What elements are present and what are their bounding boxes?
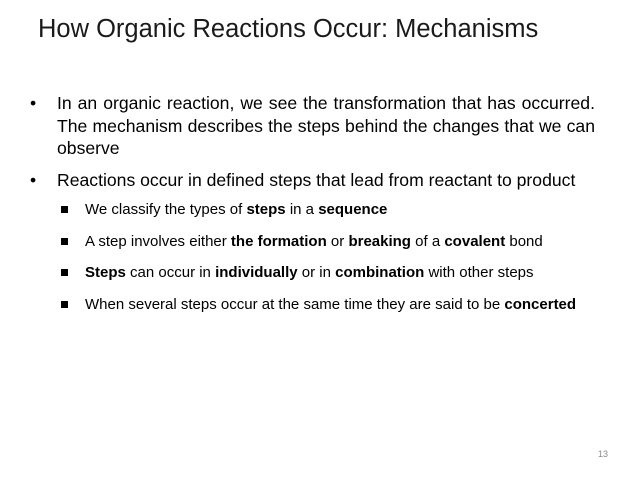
text-run: When several steps occur at the same time they are said to be <box>85 295 505 313</box>
text-run: with other steps <box>424 264 534 281</box>
bold-term: sequence <box>318 201 388 218</box>
square-bullet-icon <box>61 238 68 245</box>
bold-term: the formation <box>230 232 327 250</box>
text-run: A step involves either <box>85 232 231 250</box>
bold-term: concerted <box>504 295 577 313</box>
sub-bullet-text <box>85 233 543 250</box>
sub-bullet-text <box>85 264 534 281</box>
sub-bullet-text <box>85 296 576 313</box>
sub-bullet-2 <box>28 232 595 252</box>
text-run: of a <box>410 232 445 250</box>
text-run: in a <box>285 201 319 218</box>
sub-bullet-text <box>85 201 387 218</box>
text-run: or <box>326 232 349 250</box>
page-number: 13 <box>597 449 608 459</box>
text-run: We classify the types of <box>85 201 247 218</box>
text-run: or in <box>297 264 336 281</box>
bold-term: combination <box>335 264 425 281</box>
bullet-2 <box>28 169 595 192</box>
square-bullet-icon <box>61 301 68 308</box>
sub-bullet-4 <box>28 295 595 315</box>
bullet-dot-icon: • <box>30 93 37 113</box>
bullet-1-text: In an organic reaction, we see the transformation that has occurred. The mechanism describes the steps behind the changes that we can observe <box>57 93 595 158</box>
sub-bullet-3 <box>28 263 595 283</box>
bullet-dot-icon: • <box>30 169 37 190</box>
bullet-1 <box>28 92 595 160</box>
slide-title: How Organic Reactions Occur: Mechanisms <box>38 15 539 43</box>
bold-term: breaking <box>348 232 411 250</box>
sub-bullet-1 <box>28 200 595 220</box>
square-bullet-icon <box>61 206 68 213</box>
square-bullet-icon <box>61 269 68 276</box>
bullet-2-text: Reactions occur in defined steps that lead from reactant to product <box>57 169 576 190</box>
bold-term: covalent <box>444 232 506 250</box>
bold-term: Steps <box>85 264 126 281</box>
slide-body <box>28 92 595 326</box>
text-run: can occur in <box>125 264 216 281</box>
bold-term: steps <box>246 201 286 218</box>
bold-term: individually <box>215 264 298 281</box>
text-run: bond <box>505 232 543 250</box>
